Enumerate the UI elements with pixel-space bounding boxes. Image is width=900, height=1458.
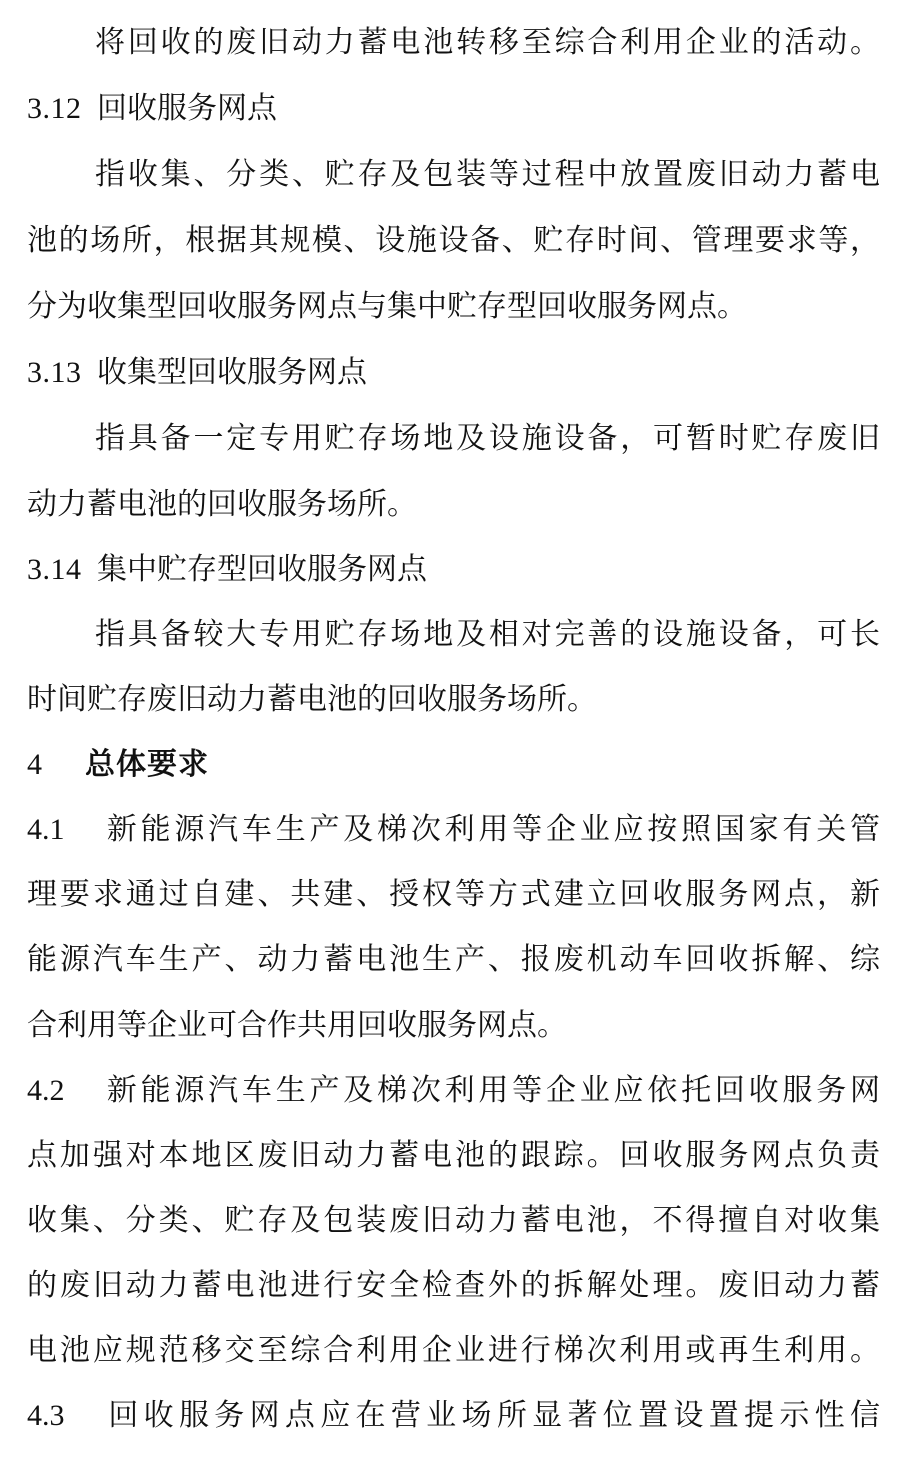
section-heading-3-13 [27, 341, 367, 405]
section-number: 3.14 [27, 553, 82, 586]
clause-text: 新能源汽车生产及梯次利用等企业应按照国家有关管 [103, 812, 880, 847]
section-title: 集中贮存型回收服务网点 [97, 552, 427, 587]
section-title: 回收服务网点 [97, 91, 277, 126]
paragraph-line: 收集、分类、贮存及包装废旧动力蓄电池，不得擅自对收集 [27, 1203, 880, 1238]
paragraph-line: 池的场所，根据其规模、设施设备、贮存时间、管理要求等， [27, 223, 880, 258]
clause-4-3-line [27, 1384, 880, 1448]
section-title: 总体要求 [85, 747, 209, 782]
clause-text: 新能源汽车生产及梯次利用等企业应依托回收服务网 [103, 1073, 880, 1108]
paragraph-line: 动力蓄电池的回收服务场所。 [27, 487, 417, 522]
section-number: 3.12 [27, 92, 82, 125]
paragraph-line: 时间贮存废旧动力蓄电池的回收服务场所。 [27, 682, 597, 717]
clause-4-1-line [27, 798, 880, 862]
paragraph-line: 的废旧动力蓄电池进行安全检查外的拆解处理。废旧动力蓄 [27, 1268, 880, 1303]
paragraph-line: 指收集、分类、贮存及包装等过程中放置废旧动力蓄电 [95, 157, 880, 192]
paragraph-line: 理要求通过自建、共建、授权等方式建立回收服务网点，新 [27, 877, 880, 912]
paragraph-line: 电池应规范移交至综合利用企业进行梯次利用或再生利用。 [27, 1333, 880, 1368]
section-number: 4 [27, 748, 43, 781]
clause-number: 4.3 [27, 1399, 65, 1432]
paragraph-line: 点加强对本地区废旧动力蓄电池的跟踪。回收服务网点负责 [27, 1138, 880, 1173]
paragraph-line: 指具备较大专用贮存场地及相对完善的设施设备，可长 [95, 617, 880, 652]
section-title: 收集型回收服务网点 [97, 355, 367, 390]
paragraph-line: 合利用等企业可合作共用回收服务网点。 [27, 1008, 567, 1043]
section-heading-3-12 [27, 77, 277, 141]
section-heading-4 [27, 733, 209, 797]
paragraph-line: 分为收集型回收服务网点与集中贮存型回收服务网点。 [27, 289, 747, 324]
clause-4-2-line [27, 1059, 880, 1123]
section-heading-3-14 [27, 538, 427, 602]
clause-number: 4.2 [27, 1074, 65, 1107]
clause-number: 4.1 [27, 813, 65, 846]
paragraph-line: 将回收的废旧动力蓄电池转移至综合利用企业的活动。 [95, 25, 880, 60]
paragraph-line: 指具备一定专用贮存场地及设施设备，可暂时贮存废旧 [95, 421, 880, 456]
paragraph-line: 能源汽车生产、动力蓄电池生产、报废机动车回收拆解、综 [27, 942, 880, 977]
clause-text: 回收服务网点应在营业场所显著位置设置提示性信 [103, 1398, 880, 1433]
section-number: 3.13 [27, 356, 82, 389]
